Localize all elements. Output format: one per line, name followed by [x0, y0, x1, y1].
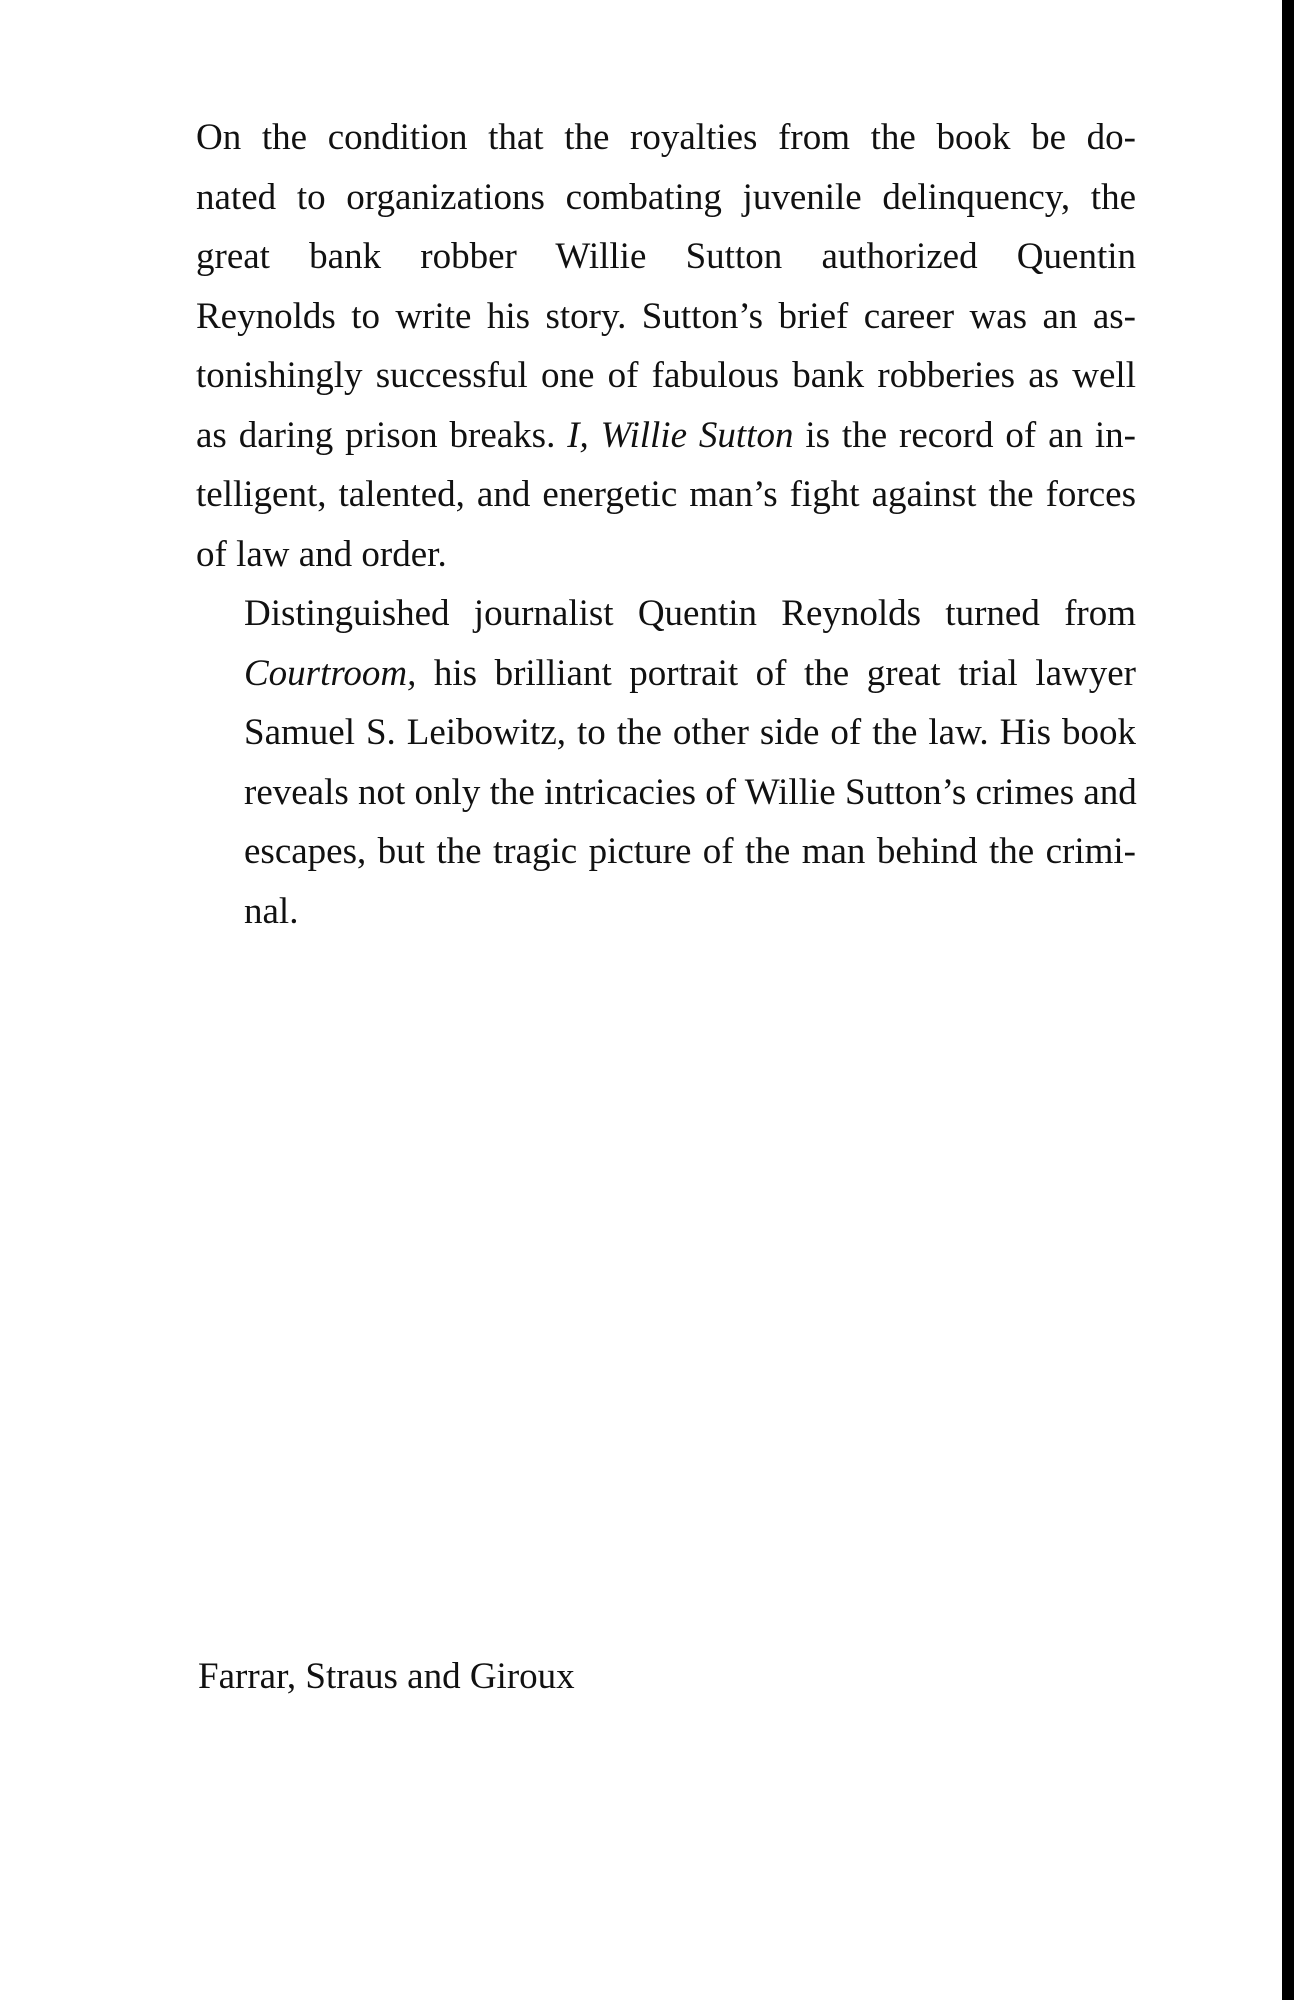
text-line: nal.: [244, 890, 299, 932]
text-line: nated to organizations combating juvenile delinquency, the: [196, 176, 1136, 218]
text-segment: is the record of an in-: [793, 414, 1136, 456]
text-line: tonishingly successful one of fabulous bank robberies as well: [196, 355, 1136, 396]
paragraph-2: [196, 584, 1136, 941]
text-line: escapes, but the tragic picture of the man behind the crimi-: [244, 831, 1136, 872]
text-line: great bank robber Willie Sutton authorized Quentin: [196, 236, 1136, 277]
text-line: [196, 406, 1136, 466]
paragraph-1: [196, 108, 1136, 584]
text-segment: as daring prison breaks.: [196, 414, 568, 456]
book-title: Courtroom,: [244, 652, 417, 694]
text-line: On the condition that the royalties from the book be do-: [196, 117, 1136, 158]
text-line: of law and order.: [196, 533, 447, 575]
page-edge-border: [1282, 0, 1294, 2000]
text-line: telligent, talented, and energetic man’s fight against the forces: [196, 474, 1136, 515]
publisher-name: Farrar, Straus and Giroux: [198, 1656, 575, 1697]
text-line: Samuel S. Leibowitz, to the other side of the law. His book: [244, 712, 1136, 753]
flap-copy: [196, 108, 1136, 941]
text-segment: his brilliant portrait of the great trial lawyer: [416, 652, 1136, 694]
book-title: I, Willie Sutton: [567, 414, 794, 456]
text-line: reveals not only the intricacies of Willie Sutton’s crimes and: [244, 771, 1137, 813]
text-line: [196, 644, 1136, 704]
text-line: Reynolds to write his story. Sutton’s brief career was an as-: [196, 295, 1136, 337]
text-line: Distinguished journalist Quentin Reynolds turned from: [244, 593, 1136, 634]
